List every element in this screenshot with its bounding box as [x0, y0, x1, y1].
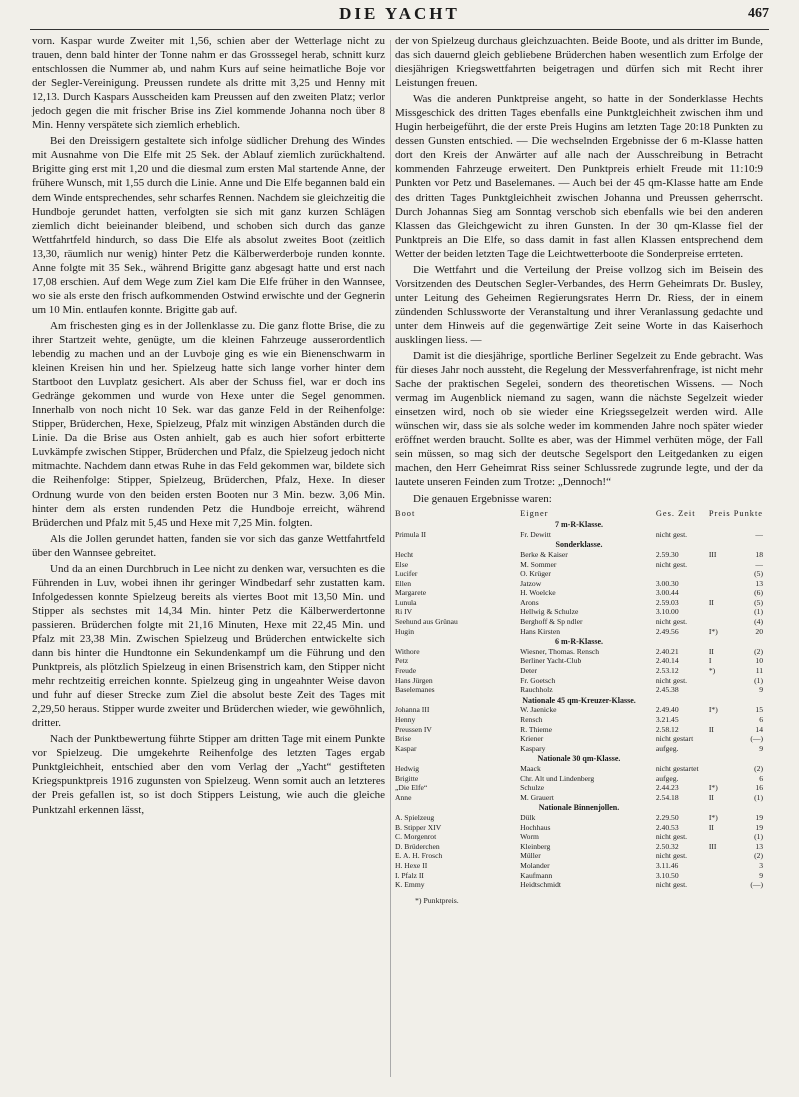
- boat-name: E. A. H. Frosch: [395, 851, 443, 861]
- class-heading: 6 m-R-Klasse.: [555, 637, 603, 647]
- total-time: 3.10.00: [655, 607, 679, 617]
- owner-name: Deter: [520, 666, 537, 676]
- prize: [709, 744, 732, 754]
- owner-name: H. Woelcke: [520, 588, 556, 598]
- page-number: 467: [748, 6, 769, 21]
- total-time: nicht gest.: [655, 675, 688, 685]
- prize: [709, 861, 732, 871]
- owner-name: Molander: [520, 860, 550, 870]
- points: 19: [755, 822, 763, 832]
- table-row: [395, 530, 763, 540]
- total-time: 2.59.30: [655, 549, 679, 559]
- total-time: 3.21.45: [655, 715, 679, 725]
- total-time: 2.44.23: [655, 783, 679, 793]
- total-time: 2.40.53: [655, 822, 679, 832]
- boat-name: Lunula: [395, 597, 417, 607]
- class-heading: Nationale 45 qm-Kreuzer-Klasse.: [522, 695, 636, 705]
- header-time: Ges. Zeit: [655, 508, 696, 518]
- boat-name: Johanna III: [395, 705, 430, 715]
- results-intro: Die genauen Ergebnisse waren:: [413, 492, 552, 505]
- boat-name: H. Hexe II: [395, 860, 428, 870]
- header-points: Punkte: [733, 508, 763, 518]
- table-row: [395, 676, 763, 686]
- total-time: nicht gest.: [655, 529, 688, 539]
- boat-name: „Die Elfe“: [395, 783, 428, 793]
- points: 6: [759, 773, 763, 783]
- owner-name: M. Sommer: [520, 559, 557, 569]
- paragraph: Als die Jollen gerundet hatten, fanden sie vor sich das ganze Wettfahrtfeld über den Wannsee gebreitet.: [32, 532, 385, 559]
- results-header-row: [395, 509, 763, 520]
- prize: II: [708, 792, 714, 802]
- points: (2): [754, 646, 763, 656]
- boat-name: Brigitte: [395, 773, 419, 783]
- boat-name: Hecht: [395, 549, 414, 559]
- header-rule: [30, 29, 769, 30]
- points: (1): [754, 607, 763, 617]
- total-time: 2.49.56: [655, 626, 679, 636]
- prize: [709, 871, 732, 881]
- table-row: [395, 793, 763, 803]
- class-heading-row: [395, 519, 763, 530]
- paragraph: Damit ist die diesjährige, sportliche Berliner Segelzeit zu Ende gebracht. Was für dieses Jahr noch aussteht, die Regelung der Messverfahrenfrage, ist nicht mehr Sache der praktischen Segelei, sondern des theoretischen Wissens. — Noch vermag im Augenblick niemand zu sagen, wann die nächste Segelzeit wieder einsetzen wird, noch ob sie wieder eine Kriegssegelzeit werden wird. Alle wünschen wir, dass sie als solche weder im kommenden Jahre noch später wieder eröffnet werden braucht. Sollte es aber, was der Himmel verhüten möge, der Fall sein müssen, so mag sich der deutsche Segelsport den Leitgedanken zu eigen machen, den Herr Geheimrat Riss seiner Schlussrede zugrunde legte, und der da lautete unseren Feinden zum Trotze: „Dennoch!“: [395, 350, 763, 489]
- prize: [709, 676, 732, 686]
- table-row: [395, 880, 763, 890]
- total-time: 2.45.38: [655, 685, 679, 695]
- boat-name: C. Morgenrot: [395, 832, 437, 842]
- points: (1): [754, 832, 763, 842]
- prize: [709, 685, 732, 695]
- boat-name: Margarete: [395, 588, 427, 598]
- owner-name: Müller: [520, 851, 541, 861]
- points: 9: [759, 743, 763, 753]
- header-owner: Eigner: [520, 508, 549, 518]
- prize: I*): [708, 783, 718, 793]
- prize: [709, 851, 732, 861]
- paragraph: vorn. Kaspar wurde Zweiter mit 1,56, schien aber der Wetterlage nicht zu trauen, denn bald hinter der Tonne nahm er das Grosssegel herab, schnitt kurz entschlossen die Nummer ab, und nahm Kurs auf seine heimatliche Boje vor der Segler-Vereinigung. Preussen rundete als dritte mit 3,25 und Henny mit 12,13. Durch Kaspars Ausscheiden kam Preussen auf den zweiten Platz; verlor jedoch gegen die mit frischer Brise ins Ziel kommende Johanna noch über 8 Min. Henny verspätete sich ziemlich erheblich.: [32, 35, 385, 132]
- points: 20: [755, 626, 763, 636]
- prize: I*): [708, 812, 718, 822]
- table-row: [395, 627, 763, 637]
- prize: II: [708, 646, 714, 656]
- magazine-title: DIE YACHT: [339, 4, 460, 23]
- table-row: [395, 588, 763, 598]
- boat-name: K. Emmy: [395, 880, 425, 890]
- points: 9: [759, 870, 763, 880]
- table-row: [395, 823, 763, 833]
- total-time: 2.59.03: [655, 597, 679, 607]
- boat-name: Baselemanes: [395, 685, 435, 695]
- table-row: [395, 685, 763, 695]
- paragraph: Und da an einen Durchbruch in Lee nicht zu denken war, versuchten es die Führenden in Luv, wobei ihnen ihr geringer Windbedarf sehr zustatten kam. Infolgedessen konnte Spielzeug bereits als viertes Boot mit 13,50 Min. und Stipper als sechstes mit 14,34 Min. hinter Petz die Kälberwerdertonne passieren. Brüderchen folgte mit 21,16 Minuten, Hexe mit 22,45 Min. und Pfalz mit 23,38 Min. Zwischen Spielzeug und Brüderchen entwickelte sich dann bis hinter die Hundtonne ein Sekundenkampf um die Führung und den Punktpreis, als plötzlich Spielzeug in einen Brisenstrich kam, den Stipper nicht mehr rechtzeitig erreichen konnte. Spielzeug ging in ungeahnter Weise davon und fuhr auf dieser Strecke zum Ziel die absolut beste Zeit des Tages mit 2,29,50 heraus. Stipper wurde zweiter und Brüderchen wieder, wie gewöhnlich, dritter.: [32, 562, 385, 730]
- points: (—): [750, 734, 763, 744]
- prize: [709, 530, 732, 540]
- table-row: [395, 569, 763, 579]
- points: (5): [754, 569, 763, 579]
- total-time: 3.00.30: [655, 578, 679, 588]
- boat-name: I. Pfalz II: [395, 870, 424, 880]
- prize: [709, 880, 732, 890]
- table-row: [395, 871, 763, 881]
- prize: III: [708, 549, 717, 559]
- class-heading: Sonderklasse.: [555, 540, 603, 550]
- prize: [709, 764, 732, 774]
- table-row: [395, 832, 763, 842]
- results-body: [395, 519, 763, 890]
- boat-name: Else: [395, 559, 409, 569]
- total-time: 3.11.46: [655, 860, 679, 870]
- prize: [709, 560, 732, 570]
- points: (4): [754, 617, 763, 627]
- boat-name: Lucifer: [395, 569, 418, 579]
- boat-name: Henny: [395, 715, 416, 725]
- owner-name: Dülk: [520, 812, 536, 822]
- class-heading: Nationale Binnenjollen.: [538, 803, 620, 813]
- owner-name: Kleinberg: [520, 841, 551, 851]
- table-row: [395, 705, 763, 715]
- table-row: [395, 617, 763, 627]
- prize: [709, 579, 732, 589]
- table-row: [395, 666, 763, 676]
- points: (1): [754, 792, 763, 802]
- prize: [709, 715, 732, 725]
- paragraph: Bei den Dreissigern gestaltete sich infolge südlicher Drehung des Windes mit Ausnahme von Die Elfe mit 25 Sek. der Ablauf ziemlich zurückhaltend. Brigitte ging erst mit 1,20 und die diesmal zum ersten Mal startende Anne, der frühere Wunsch, mit 1,55 durch die Linie. Anne und Die Elfe begannen bald ein dem Winde entsprechendes, sehr scharfes Rennen. Nachdem sie gleichzeitig die Hundboje gerundet hatten, verfolgten sie sich mit ganz kurzen Schlägen ziemlich dicht beieinander bleibend, und schoben sich durch das ganze Wettfahrtfeld hindurch, so dass Die Elfe als absolut zweites Boot (zeitlich 13,30, räumlich nur wenig) hinter Petz die Kälberwerderboje runden konnte. Anne folgte mit 35 Sek., während Brigitte ganz abgesagt hatte und erst nach 17,08 erschien. Auf dem Wege zum Ziel kam Die Elfe früher in den Wannsee, wo sie als erste den frisch aufkommenden Ostwind erwischte und der Gegnerin um 10 Min. entlaufen konnte. Brigitte gab auf.: [32, 135, 385, 316]
- boat-name: Preussen IV: [395, 724, 432, 734]
- points: —: [755, 559, 763, 569]
- owner-name: Schulze: [520, 783, 545, 793]
- owner-name: Berliner Yacht-Club: [520, 656, 582, 666]
- points: 13: [755, 841, 763, 851]
- points: 15: [755, 705, 763, 715]
- points: 18: [755, 549, 763, 559]
- prize: [709, 832, 732, 842]
- prize: I*): [708, 705, 718, 715]
- boat-name: Hedwig: [395, 763, 420, 773]
- class-heading: 7 m-R-Klasse.: [555, 520, 603, 530]
- owner-name: Rensch: [520, 715, 543, 725]
- points: 3: [759, 860, 763, 870]
- table-row: [395, 774, 763, 784]
- table-row: [395, 813, 763, 823]
- class-heading-row: [395, 636, 763, 647]
- table-row: [395, 598, 763, 608]
- points: 6: [759, 715, 763, 725]
- paragraph: der von Spielzeug durchaus gleichzuachten. Beide Boote, und als dritter im Bunde, das sich dauernd gleich gebliebene Brüderchen haben wesentlich zum Erfolge der diesjährigen Kriegswettfahrten beigetragen und dürfen sich mit Recht ihrer Leistungen freuen.: [395, 35, 763, 90]
- boat-name: Brise: [395, 734, 412, 744]
- boat-name: Freude: [395, 666, 417, 676]
- total-time: nicht gest.: [655, 880, 688, 890]
- boat-name: Seehund aus Grünau: [395, 617, 458, 627]
- points: 14: [755, 724, 763, 734]
- points: —: [755, 529, 763, 539]
- owner-name: W. Jaenicke: [520, 705, 557, 715]
- page-header: [30, 4, 769, 26]
- prize: III: [708, 841, 717, 851]
- table-row: [395, 550, 763, 560]
- points: (2): [754, 851, 763, 861]
- owner-name: Kaspary: [520, 743, 546, 753]
- paragraph: Die Wettfahrt und die Verteilung der Preise vollzog sich im Beisein des Vorsitzenden des Deutschen Segler-Verbandes, des Herrn Geheimrats Dr. Busley, unter Leitung des Geheimen Regierungsrates Herrn Dr. Riess, der in einem zündenden Schlussworte der Veranstaltung und ihrer Veranlassung gedachte und unter dem Hinweis auf die gegenwärtige Zeit seine Worte in das Kaiserhoch ausklingen liess. —: [395, 263, 763, 346]
- boat-name: Hugin: [395, 626, 414, 636]
- prize: [709, 569, 732, 579]
- prize: II: [708, 724, 714, 734]
- boat-name: B. Stipper XIV: [395, 822, 442, 832]
- points: 16: [755, 783, 763, 793]
- owner-name: Arons: [520, 597, 539, 607]
- total-time: nicht gest.: [655, 559, 688, 569]
- total-time: nicht gestart: [655, 734, 694, 744]
- table-row: [395, 579, 763, 589]
- column-divider: [390, 40, 391, 1077]
- owner-name: Chr. Alt und Lindenberg: [520, 773, 595, 783]
- points: 11: [755, 666, 763, 676]
- owner-name: Heidtschmidt: [520, 880, 562, 890]
- prize: [709, 774, 732, 784]
- points: (5): [754, 597, 763, 607]
- total-time: aufgeg.: [655, 743, 679, 753]
- total-time: 2.54.18: [655, 792, 679, 802]
- total-time: [656, 569, 709, 579]
- prize: I: [708, 656, 712, 666]
- total-time: 3.10.50: [655, 870, 679, 880]
- table-row: [395, 764, 763, 774]
- class-heading-row: [395, 539, 763, 550]
- paragraph: Was die anderen Punktpreise angeht, so hatte in der Sonderklasse Hechts Missgeschick des dritten Tages ebenfalls eine Punktgleichheit zwischen ihm und Hugin herbeigeführt, die der erste Preis Hugins am letzten Tage 20:18 Punkten zu dessen Gunsten entschied. — Die wechselnden Ergebnisse der 6 m-Klasse hatten dort den Kreis der Anwärter auf alle nach der Ausschreibung in Betracht kommenden Fahrzeuge erweitert. Den Punktpreis erhielt Freude mit 11:10:9 Punkten vor Petz und Baselemanes. — Auch bei der 45 qm-Klasse hatte am Ende des dritten Tages Punktgleichheit zwischen Johanna und Preussen geherrscht. Durch Johannas Sieg am Sonntag verschob sich ebenfalls wie bei den anderen Klassen das Gleichgewicht zu ihren Gunsten. In der 30 qm-Klasse fiel der Punktpreis an Die Elfe, so dass damit in fast allen Klassen entsprechend dem Wetter der beiden letzten Tage die Leichtwetterboote die Sonderpreise errteten.: [395, 93, 763, 260]
- boat-name: D. Brüderchen: [395, 841, 440, 851]
- table-row: [395, 851, 763, 861]
- total-time: 2.40.14: [655, 656, 679, 666]
- owner-name: R. Thieme: [520, 724, 553, 734]
- boat-name: Ellen: [395, 578, 412, 588]
- owner-name: Berke & Kaiser: [520, 549, 568, 559]
- owner-name: O. Krüger: [520, 569, 551, 579]
- total-time: 2.49.40: [655, 705, 679, 715]
- class-heading-row: [395, 753, 763, 764]
- points: (—): [750, 880, 763, 890]
- table-row: [395, 842, 763, 852]
- points: 19: [755, 812, 763, 822]
- table-row: [395, 656, 763, 666]
- prize: *): [708, 666, 716, 676]
- owner-name: M. Grauert: [520, 792, 554, 802]
- boat-name: Primula II: [395, 529, 427, 539]
- boat-name: Hans Jürgen: [395, 675, 433, 685]
- boat-name: Kaspar: [395, 743, 417, 753]
- footnote: *) Punktpreis.: [415, 895, 459, 905]
- class-heading-row: [395, 695, 763, 706]
- table-row: [395, 715, 763, 725]
- boat-name: Anne: [395, 792, 412, 802]
- total-time: nicht gest.: [655, 832, 688, 842]
- owner-name: Hans Kirsten: [520, 626, 560, 636]
- prize: [709, 617, 732, 627]
- class-heading: Nationale 30 qm-Klasse.: [537, 754, 621, 764]
- total-time: aufgeg.: [655, 773, 679, 783]
- owner-name: Fr. Dewitt: [520, 529, 551, 539]
- total-time: 3.00.44: [655, 588, 679, 598]
- boat-name: Withore: [395, 646, 420, 656]
- total-time: nicht gest.: [655, 617, 688, 627]
- prize: I*): [708, 626, 718, 636]
- right-column: [395, 34, 763, 908]
- owner-name: Rauchholz: [520, 685, 553, 695]
- points: 13: [755, 578, 763, 588]
- points: (2): [754, 763, 763, 773]
- table-row: [395, 734, 763, 744]
- total-time: 2.29.50: [655, 812, 679, 822]
- owner-name: Berghoff & Sp ndler: [520, 617, 583, 627]
- total-time: 2.50.32: [655, 841, 679, 851]
- paragraph: Nach der Punktbewertung führte Stipper am dritten Tage mit einem Punkte vor Spielzeug. Die umgekehrte Reihenfolge des letzten Tages ergab Punktgleichheit, entschied aber den vom Verlag der „Yacht“ gestifteten Kriegspunktpreis 1916 zugunsten von Spielzeug. Wenn somit auch an letzteres der Preis gefallen ist, so ist doch Stippers Leistung, wie auch die gleiche Punktzahl erkennen lässt,: [32, 733, 385, 816]
- owner-name: Worm: [520, 832, 539, 842]
- prize: II: [708, 822, 714, 832]
- owner-name: Hochhaus: [520, 822, 551, 832]
- paragraph: Am frischesten ging es in der Jollenklasse zu. Die ganz flotte Brise, die zu ihrer Startzeit wehte, genügte, um die kleinen Fahrzeuge ausserordentlich lebendig zu machen und an der Luvboje ging es wie ein Bienenschwarm in kleinen Kreisen hin und her. Spielzeug hatte sich lange vorher hinter dem Startboot den Luvplatz gesichert. Als aber der Schuss fiel, war er doch ins Gedränge gekommen und wurde von Hexe unter die Segel genommen. Innerhalb von noch nicht 10 Sek. war das ganze Feld in der Reihenfolge: Stipper, Brüderchen, Hexe, Spielzeug, Pfalz mit winzigen Abständen durch die Linie. Da die Brise aus Osten anhielt, gab es auch hier sofort erbitterte Luvkämpfe zwischen Stipper, Brüderchen und Pfalz, die Spielzeug jedoch nicht mitmachte. Nachdem dann etwas Ruhe in das Feld gekommen war, bildete sich die Reihenfolge: Stipper, Spielzeug, Brüderchen, Pfalz, Hexe. In dieser Ordnung wurde von den beiden ersten Booten nur 3 Min. bezw. 3,06 Min. hinter dem als ersten rundenden Petz die Hundboje erreicht, während Brüderchen und Pfalz mit 5,45 und Hexe mit 7,25 Min. folgten.: [32, 319, 385, 529]
- points: (1): [754, 675, 763, 685]
- header-boat: Boot: [395, 508, 416, 518]
- prize: [709, 607, 732, 617]
- points: 10: [755, 656, 763, 666]
- boat-name: Ri IV: [395, 607, 413, 617]
- owner-name: Kriener: [520, 734, 544, 744]
- total-time: nicht gestartet: [655, 763, 699, 773]
- left-column: [32, 34, 385, 819]
- results-table: [395, 509, 763, 890]
- table-row: [395, 607, 763, 617]
- table-row: [395, 861, 763, 871]
- owner-name: Kaufmann: [520, 870, 553, 880]
- total-time: 2.58.12: [655, 724, 679, 734]
- prize: [709, 588, 732, 598]
- table-row: [395, 647, 763, 657]
- boat-name: A. Spielzeug: [395, 812, 435, 822]
- table-row: [395, 560, 763, 570]
- table-row: [395, 744, 763, 754]
- total-time: 2.40.21: [655, 646, 679, 656]
- table-row: [395, 725, 763, 735]
- owner-name: Hellwig & Schulze: [520, 607, 579, 617]
- total-time: 2.53.12: [655, 666, 679, 676]
- prize: [709, 734, 732, 744]
- prize: II: [708, 597, 714, 607]
- owner-name: Maack: [520, 763, 541, 773]
- table-row: [395, 783, 763, 793]
- owner-name: Fr. Goetsch: [520, 675, 556, 685]
- owner-name: Jatzow: [520, 578, 542, 588]
- boat-name: Petz: [395, 656, 409, 666]
- class-heading-row: [395, 802, 763, 813]
- points: 9: [759, 685, 763, 695]
- points: (6): [754, 588, 763, 598]
- header-prize: Preis: [708, 508, 731, 518]
- total-time: nicht gest.: [655, 851, 688, 861]
- owner-name: Wiesner, Thomas. Rensch: [520, 646, 600, 656]
